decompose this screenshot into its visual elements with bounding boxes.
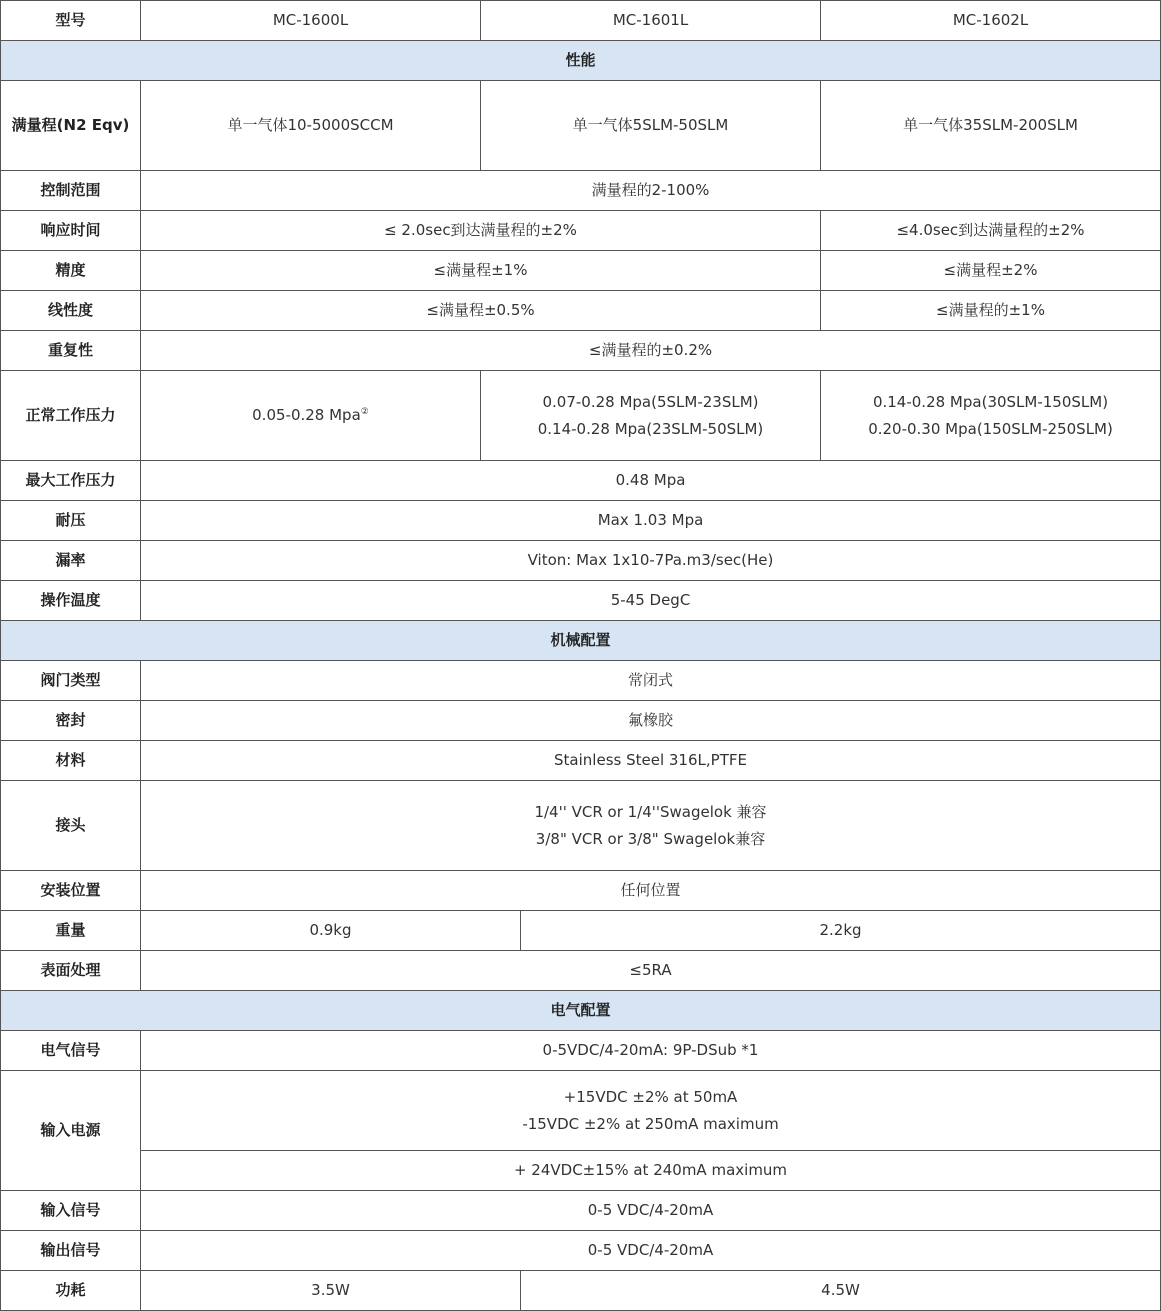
- proof-pressure-label: 耐压: [1, 501, 141, 541]
- row-max-pressure: [1, 461, 1161, 501]
- output-signal-label: 输出信号: [1, 1231, 141, 1271]
- normal-pressure-line: 0.14-0.28 Mpa(30SLM-150SLM): [872, 392, 1109, 411]
- leak-rate-label: 漏率: [1, 541, 141, 581]
- accuracy-value-1: ≤满量程±1%: [141, 251, 821, 291]
- model-mc-1601l: MC-1601L: [481, 1, 821, 41]
- row-material: [1, 741, 1161, 781]
- row-fitting: [1, 781, 1161, 871]
- output-signal-value: 0-5 VDC/4-20mA: [141, 1231, 1161, 1271]
- repeatability-value: ≤满量程的±0.2%: [141, 331, 1161, 371]
- row-linearity: [1, 291, 1161, 331]
- row-surface: [1, 951, 1161, 991]
- row-output-signal: [1, 1231, 1161, 1271]
- power-consumption-label: 功耗: [1, 1271, 141, 1311]
- row-operating-temp: [1, 581, 1161, 621]
- normal-pressure-mc-1601l: [481, 371, 821, 461]
- control-range-value: 满量程的2-100%: [141, 171, 1161, 211]
- full-scale-mc-1600l: 单一气体10-5000SCCM: [141, 81, 481, 171]
- mounting-value: 任何位置: [141, 871, 1161, 911]
- surface-value: ≤5RA: [141, 951, 1161, 991]
- response-time-label: 响应时间: [1, 211, 141, 251]
- section-mechanical: [1, 621, 1161, 661]
- seal-label: 密封: [1, 701, 141, 741]
- fitting-line: 1/4'' VCR or 1/4''Swagelok 兼容: [534, 802, 767, 821]
- valve-type-value: 常闭式: [141, 661, 1161, 701]
- input-signal-value: 0-5 VDC/4-20mA: [141, 1191, 1161, 1231]
- electrical-signal-value: 0-5VDC/4-20mA: 9P-DSub *1: [141, 1031, 1161, 1071]
- row-valve-type: [1, 661, 1161, 701]
- row-full-scale: [1, 81, 1161, 171]
- fitting-label: 接头: [1, 781, 141, 871]
- section-performance: [1, 41, 1161, 81]
- section-performance-title: 性能: [1, 41, 1161, 81]
- input-power-line: +15VDC ±2% at 50mA: [563, 1087, 738, 1106]
- row-repeatability: [1, 331, 1161, 371]
- input-power-label: 输入电源: [1, 1071, 141, 1191]
- input-signal-label: 输入信号: [1, 1191, 141, 1231]
- weight-value-1: 0.9kg: [141, 911, 521, 951]
- full-scale-mc-1602l: 单一气体35SLM-200SLM: [821, 81, 1161, 171]
- linearity-value-1: ≤满量程±0.5%: [141, 291, 821, 331]
- full-scale-mc-1601l: 单一气体5SLM-50SLM: [481, 81, 821, 171]
- max-pressure-value: 0.48 Mpa: [141, 461, 1161, 501]
- mounting-label: 安装位置: [1, 871, 141, 911]
- accuracy-label: 精度: [1, 251, 141, 291]
- max-pressure-label: 最大工作压力: [1, 461, 141, 501]
- row-accuracy: [1, 251, 1161, 291]
- response-time-value-1: ≤ 2.0sec到达满量程的±2%: [141, 211, 821, 251]
- fitting-line: 3/8" VCR or 3/8" Swagelok兼容: [535, 829, 766, 848]
- input-power-single: + 24VDC±15% at 240mA maximum: [141, 1151, 1161, 1191]
- normal-pressure-line: 0.14-0.28 Mpa(23SLM-50SLM): [537, 419, 764, 438]
- input-power-line: -15VDC ±2% at 250mA maximum: [522, 1114, 779, 1133]
- valve-type-label: 阀门类型: [1, 661, 141, 701]
- material-label: 材料: [1, 741, 141, 781]
- weight-value-2: 2.2kg: [521, 911, 1161, 951]
- linearity-value-2: ≤满量程的±1%: [821, 291, 1161, 331]
- row-input-signal: [1, 1191, 1161, 1231]
- material-value: Stainless Steel 316L,PTFE: [141, 741, 1161, 781]
- row-control-range: [1, 171, 1161, 211]
- footnote-marker: ②: [360, 407, 369, 417]
- row-normal-pressure: [1, 371, 1161, 461]
- model-mc-1600l: MC-1600L: [141, 1, 481, 41]
- linearity-label: 线性度: [1, 291, 141, 331]
- row-electrical-signal: [1, 1031, 1161, 1071]
- section-electrical-title: 电气配置: [1, 991, 1161, 1031]
- row-proof-pressure: [1, 501, 1161, 541]
- proof-pressure-value: Max 1.03 Mpa: [141, 501, 1161, 541]
- row-leak-rate: [1, 541, 1161, 581]
- row-input-power-alt: [1, 1151, 1161, 1191]
- header-row: [1, 1, 1161, 41]
- row-response-time: [1, 211, 1161, 251]
- response-time-value-2: ≤4.0sec到达满量程的±2%: [821, 211, 1161, 251]
- row-input-power: [1, 1071, 1161, 1151]
- repeatability-label: 重复性: [1, 331, 141, 371]
- normal-pressure-value: 0.05-0.28 Mpa: [252, 406, 361, 424]
- row-mounting: [1, 871, 1161, 911]
- normal-pressure-mc-1602l: [821, 371, 1161, 461]
- operating-temp-label: 操作温度: [1, 581, 141, 621]
- normal-pressure-mc-1600l: [141, 371, 481, 461]
- normal-pressure-line: 0.20-0.30 Mpa(150SLM-250SLM): [868, 419, 1113, 438]
- fitting-value: [141, 781, 1161, 871]
- electrical-signal-label: 电气信号: [1, 1031, 141, 1071]
- section-electrical: [1, 991, 1161, 1031]
- model-mc-1602l: MC-1602L: [821, 1, 1161, 41]
- section-mechanical-title: 机械配置: [1, 621, 1161, 661]
- power-consumption-value-2: 4.5W: [521, 1271, 1161, 1311]
- model-label: 型号: [1, 1, 141, 41]
- row-power-consumption: [1, 1271, 1161, 1311]
- full-scale-label: 满量程(N2 Eqv): [1, 81, 141, 171]
- normal-pressure-label: 正常工作压力: [1, 371, 141, 461]
- row-weight: [1, 911, 1161, 951]
- control-range-label: 控制范围: [1, 171, 141, 211]
- operating-temp-value: 5-45 DegC: [141, 581, 1161, 621]
- leak-rate-value: Viton: Max 1x10-7Pa.m3/sec(He): [141, 541, 1161, 581]
- weight-label: 重量: [1, 911, 141, 951]
- power-consumption-value-1: 3.5W: [141, 1271, 521, 1311]
- normal-pressure-line: 0.07-0.28 Mpa(5SLM-23SLM): [542, 392, 759, 411]
- row-seal: [1, 701, 1161, 741]
- seal-value: 氟橡胶: [141, 701, 1161, 741]
- surface-label: 表面处理: [1, 951, 141, 991]
- input-power-dual: [141, 1071, 1161, 1151]
- accuracy-value-2: ≤满量程±2%: [821, 251, 1161, 291]
